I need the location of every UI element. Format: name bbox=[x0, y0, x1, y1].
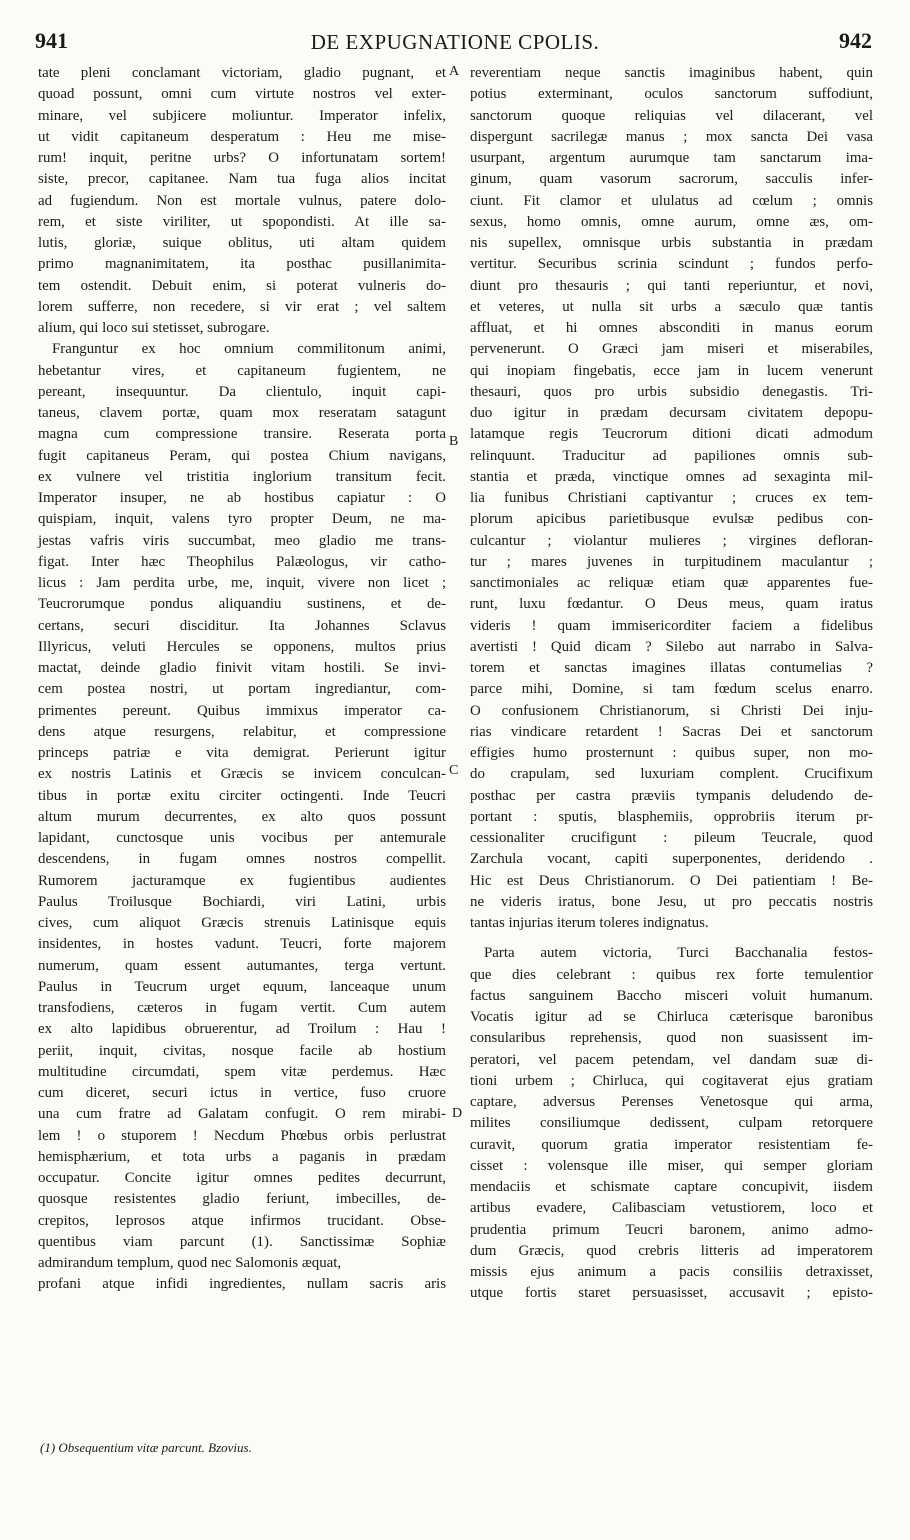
text-line: Imperator insuper, ne ab hostibus capiatur : O bbox=[38, 490, 446, 506]
text-line: ut vidit capitaneum desperatum : Heu me mise- bbox=[38, 128, 446, 145]
text-line: Paulus in Teucrum urget equum, lanceaque unum bbox=[38, 978, 446, 995]
text-line: relinquunt. Traducitur ad papiliones omnis sub- bbox=[470, 447, 873, 464]
text-line: rum! inquit, peritne urbs? O infortunatam sortem! bbox=[38, 150, 446, 166]
text-line: Teucrorumque pondus aliquandiu sustinens, et de- bbox=[38, 596, 446, 613]
text-line: vertitur. Securibus scrinia scindunt ; fundos perfo- bbox=[470, 256, 873, 273]
text-line: taneus, clavem portæ, quam mox reseratam satagunt bbox=[38, 405, 446, 421]
text-line: cum diceret, securi ictus in vertice, fuso cruore bbox=[38, 1085, 446, 1101]
text-line: Hic est Deus Christianorum. O Dei patientiam ! Be- bbox=[470, 872, 873, 889]
text-line: ginum, quam vasorum sacrorum, sacculis infer- bbox=[470, 171, 873, 188]
section-marker-a: A bbox=[449, 64, 460, 79]
text-line: Franguntur ex hoc omnium commilitonum animi, bbox=[52, 341, 446, 358]
page-number-right: 942 bbox=[839, 28, 872, 53]
text-line: quentibus viam parcunt (1). Sanctissimæ Sophiæ bbox=[38, 1233, 446, 1250]
text-line: rias vindicare retardent ! Sacras Dei et sanctorum bbox=[470, 723, 873, 740]
running-title: DE EXPUGNATIONE CPOLIS. bbox=[310, 30, 600, 54]
text-line: ex alto lapidibus obruerentur, ad Troilum : Hau ! bbox=[38, 1021, 446, 1038]
text-line: milites consiliumque dedissent, culpam retorquere bbox=[470, 1115, 873, 1132]
text-line: effigies humo prosternunt : quibus super, non mo- bbox=[470, 745, 873, 761]
text-line: tibus in portæ exitu circiter octingenti. Inde Teucri bbox=[38, 787, 446, 804]
text-line: prudentia primum Teucri baronem, animo admo- bbox=[470, 1221, 873, 1238]
text-line: certans, securi disciditur. Ita Johannes Sclavus bbox=[38, 617, 446, 634]
text-line: sanctimoniales ac reliquæ etiam quæ apparentes fue- bbox=[470, 575, 873, 591]
text-line: mactat, deinde gladio finivit vitam hostili. Se invi- bbox=[38, 660, 446, 676]
text-line: stantia et præda, vinctique omnes ad sexaginta mil- bbox=[470, 468, 873, 485]
section-marker-b: B bbox=[449, 434, 459, 449]
text-line: quispiam, inquit, valens tyro propter Deum, ne ma- bbox=[38, 511, 446, 528]
text-line: artibus evadere, Calibasciam vetustiorem, loco et bbox=[470, 1200, 873, 1217]
page-number-left: 941 bbox=[35, 28, 68, 53]
text-line: reverentiam neque sanctis imaginibus habent, quin bbox=[470, 65, 873, 81]
text-line: ad fugiendum. Non est mortale vulnus, patere dolo- bbox=[38, 192, 446, 209]
text-line: profani atque infidi ingredientes, nullam sacris aris bbox=[38, 1276, 446, 1293]
text-line: jestas vafris viris succumbat, meo gladio me trans- bbox=[38, 532, 446, 549]
text-line: multitudine circumdati, spem vitæ perdemus. Hæc bbox=[38, 1063, 446, 1080]
text-line: cisset : volensque ille miser, qui semper gloriam bbox=[470, 1157, 873, 1174]
text-line: rem, et siste viriliter, ut spopondisti. At ille sa- bbox=[38, 213, 446, 230]
text-line: lapidant, cunctosque unis vocibus per antemurale bbox=[38, 830, 446, 846]
text-line: parce mihi, Domine, si tam fœdum scelus enarro. bbox=[470, 681, 873, 698]
text-line: portant : sputis, blasphemiis, opprobriis iterum pr- bbox=[470, 808, 873, 825]
text-line: transfodiens, cæteros in fugam vertit. Cum autem bbox=[38, 1000, 446, 1016]
text-line: usurpant, argentum aurumque tam sanctarum ima- bbox=[470, 150, 873, 166]
text-line: quoad possunt, omni cum virtute nostros vel exter- bbox=[38, 86, 446, 103]
text-line: ex vulnere vel tristitia inglorium transitum fecit. bbox=[38, 468, 446, 485]
text-line: fugit capitaneus Peram, qui postea Chium navigans, bbox=[38, 447, 446, 464]
text-line: cem postea nostri, ut portam ingrediantur, com- bbox=[38, 681, 446, 698]
text-line: lem ! o stuporem ! Necdum Phœbus orbis perlustrat bbox=[38, 1127, 446, 1144]
text-line: hemisphærium, et tota urbs a paganis in prædam bbox=[38, 1148, 446, 1165]
text-line: Paulus Troilusque Bochiardi, viri Latini, urbis bbox=[38, 893, 446, 910]
text-line: tantas injurias iterum toleres indignatus. bbox=[470, 915, 709, 931]
text-line: dum Græcis, quod crebris litteris ad imperatorem bbox=[470, 1242, 873, 1259]
right-column bbox=[470, 63, 873, 1305]
text-line: licus : Jam perdita urbe, me, inquit, vivere non licet ; bbox=[38, 575, 446, 591]
text-line: descendens, in fugam omnes nostros compellit. bbox=[38, 851, 446, 868]
text-line: figat. Inter hæc Theophilus Palæologus, vir catho- bbox=[38, 553, 446, 570]
text-line: primo magnanimitatem, ita posthac pusillanimita- bbox=[38, 256, 446, 273]
text-line: ne videris iratus, bone Jesu, ut pro peccatis nostris bbox=[470, 893, 873, 910]
text-line: factus sanguinem Baccho misceri voluit humanum. bbox=[470, 987, 873, 1004]
text-line: dispergunt sacrilegæ manus ; mox sancta Dei vasa bbox=[470, 128, 873, 145]
text-line: hebetantur vires, et capitaneum fugientem, ne bbox=[38, 362, 446, 379]
section-marker-c: C bbox=[449, 763, 459, 778]
text-line: captare, adversus Perenses Venetosque qui arma, bbox=[470, 1094, 873, 1110]
text-line: mendaciis et schismate captare concupivit, iisdem bbox=[470, 1179, 873, 1195]
text-line: ex nostris Latinis et Græcis se invicem conculcan- bbox=[38, 766, 446, 783]
text-line: alium, qui loco sui stetisset, subrogare. bbox=[38, 320, 270, 336]
text-line: affluat, et hi omnes absconditi in manus eorum bbox=[470, 320, 873, 336]
text-line: Parta autem victoria, Turci Bacchanalia festos- bbox=[484, 945, 873, 962]
section-marker-d: D bbox=[452, 1106, 463, 1121]
text-line: utque fortis staret persuasisset, accusavit ; episto- bbox=[470, 1285, 873, 1302]
text-line: tur ; mares juvenes in turpitudinem maculantur ; bbox=[470, 553, 873, 570]
footnote: (1) Obsequentium vitæ parcunt. Bzovius. bbox=[40, 1440, 252, 1455]
text-line: culcantur ; violantur mulieres ; virgines defloran- bbox=[470, 532, 873, 549]
text-line: pereant, insequuntur. Da clientulo, inquit capi- bbox=[38, 383, 446, 400]
text-line: O confusionem Christianorum, si Christi Dei inju- bbox=[470, 702, 873, 719]
text-line: Illyricus, veluti Hercules se opponens, multos prius bbox=[38, 638, 446, 655]
text-line: princeps patriæ e vita demigrat. Perierunt igitur bbox=[38, 745, 446, 761]
text-line: una cum fratre ad Galatam confugit. O rem mirabi- bbox=[38, 1106, 446, 1123]
text-line: Rumorem jacturamque ex fugientibus audientes bbox=[38, 872, 446, 889]
left-column bbox=[38, 63, 446, 1296]
text-line: lutis, gloriæ, suique oblitus, uti altam quidem bbox=[38, 235, 446, 251]
text-line: nis supellex, omnisque urbis substantia in prædam bbox=[470, 235, 873, 251]
text-line: magna cum compressione transire. Reserata porta bbox=[38, 426, 446, 443]
text-line: numerum, quam essent autumantes, terga vertunt. bbox=[38, 957, 446, 974]
text-line: cives, cum aliquot Græcis strenuis Latinisque equis bbox=[38, 915, 446, 931]
text-line: et veteres, ut nulla sit urbs a sæculo quæ tantis bbox=[470, 298, 873, 315]
text-line: lorem sufferre, non recedere, si vir erat ; vel saltem bbox=[38, 298, 446, 315]
text-line: peratori, vel pacem petendam, vel dandam suæ di- bbox=[470, 1051, 873, 1068]
text-line: thesauri, quos pro urbis subsidio denegastis. Tri- bbox=[470, 383, 873, 400]
text-line: latamque regis Teucrorum ditioni dicati admodum bbox=[470, 426, 873, 443]
text-line: lia funibus Christiani captivantur ; cruces ex tem- bbox=[470, 490, 873, 506]
text-line: insidentes, in hostes vadunt. Teucri, forte majorem bbox=[38, 936, 446, 953]
text-line: sexus, homo omnis, omne aurum, omne æs, om- bbox=[470, 213, 873, 230]
text-line: videris ! quam immisericorditer faciem a fidelibus bbox=[470, 617, 873, 634]
text-line: quosque resistentes gladio feriunt, imbecilles, de- bbox=[38, 1191, 446, 1208]
text-line: duo igitur in prædam decursam civitatem depopu- bbox=[470, 405, 873, 421]
text-line: Vocatis igitur ad se Chirluca cæterisque baronibus bbox=[470, 1009, 873, 1025]
text-line: torem et sanctas imagines illatas contumelias ? bbox=[470, 660, 873, 676]
text-line: avertisti ! Quid dicam ? Silebo aut narrabo in Salva- bbox=[470, 638, 873, 655]
text-line: sanctorum quoque reliquias vel dilacerant, vel bbox=[470, 107, 873, 124]
text-line: siste, precor, capitanee. Nam tua fuga alios incitat bbox=[38, 171, 446, 188]
text-line: primentes pereunt. Quibus immixus imperator ca- bbox=[38, 702, 446, 719]
text-line: posthac per castra præviis tympanis deludendo de- bbox=[470, 787, 873, 804]
text-line: tate pleni conclamant victoriam, gladio pugnant, et bbox=[38, 65, 446, 81]
text-line: diunt pro thesauris ; qui tanti reperiuntur, et novi, bbox=[470, 277, 873, 294]
text-line: dens atque resurgens, relabitur, et compressione bbox=[38, 723, 446, 740]
page-header bbox=[0, 28, 910, 58]
text-line: potius exterminant, oculos sanctorum suffodiunt, bbox=[470, 86, 873, 103]
text-line: tioni urbem ; Chirluca, qui cogitaverat ejus gratiam bbox=[470, 1072, 873, 1089]
text-line: qui inopiam fingebatis, ecce jam in lucem venerunt bbox=[470, 362, 873, 379]
text-line: crepitos, leprosos atque infirmos trucidant. Obse- bbox=[38, 1212, 446, 1229]
text-line: occupatur. Concite igitur omnes pedites decurrunt, bbox=[38, 1170, 446, 1186]
text-line: admirandum templum, quod nec Salomonis æquat, bbox=[38, 1255, 342, 1271]
text-line: missis ejus animum a pacis consiliis detraxisset, bbox=[470, 1264, 873, 1280]
text-line: altum murum decurrentes, ex alto quos possunt bbox=[38, 808, 446, 825]
text-line: periit, inquit, civitas, nosque facile ab hostium bbox=[38, 1042, 446, 1059]
text-line: plorum apicibus parietibusque evulsæ pedibus con- bbox=[470, 511, 873, 528]
text-line: cessionaliter crucifigunt : pileum Teucrale, quod bbox=[470, 830, 873, 846]
text-line: Zarchula vocant, capiti superponentes, deridendo . bbox=[470, 851, 873, 868]
text-line: consularibus reprehensis, quod non suasissent im- bbox=[470, 1030, 873, 1047]
text-line: minare, vel subjicere moliuntur. Imperator infelix, bbox=[38, 107, 446, 124]
text-line: tem ostendit. Debuit enim, si poterat vulneris do- bbox=[38, 277, 446, 294]
text-line: ciunt. Fit clamor et ululatus ad cœlum ; omnis bbox=[470, 192, 873, 209]
text-line: curavit, quorum gratia imperator resistentiam fe- bbox=[470, 1136, 873, 1153]
text-line: do crapulam, sed luxuriam complent. Crucifixum bbox=[470, 766, 873, 783]
text-line: que dies celebrant : quibus rex forte temulentior bbox=[470, 966, 873, 983]
text-line: runt, luxu fœdantur. O Deus meus, quam iratus bbox=[470, 596, 873, 613]
text-line: pervenerunt. O Græci jam miseri et miserabiles, bbox=[470, 341, 873, 358]
